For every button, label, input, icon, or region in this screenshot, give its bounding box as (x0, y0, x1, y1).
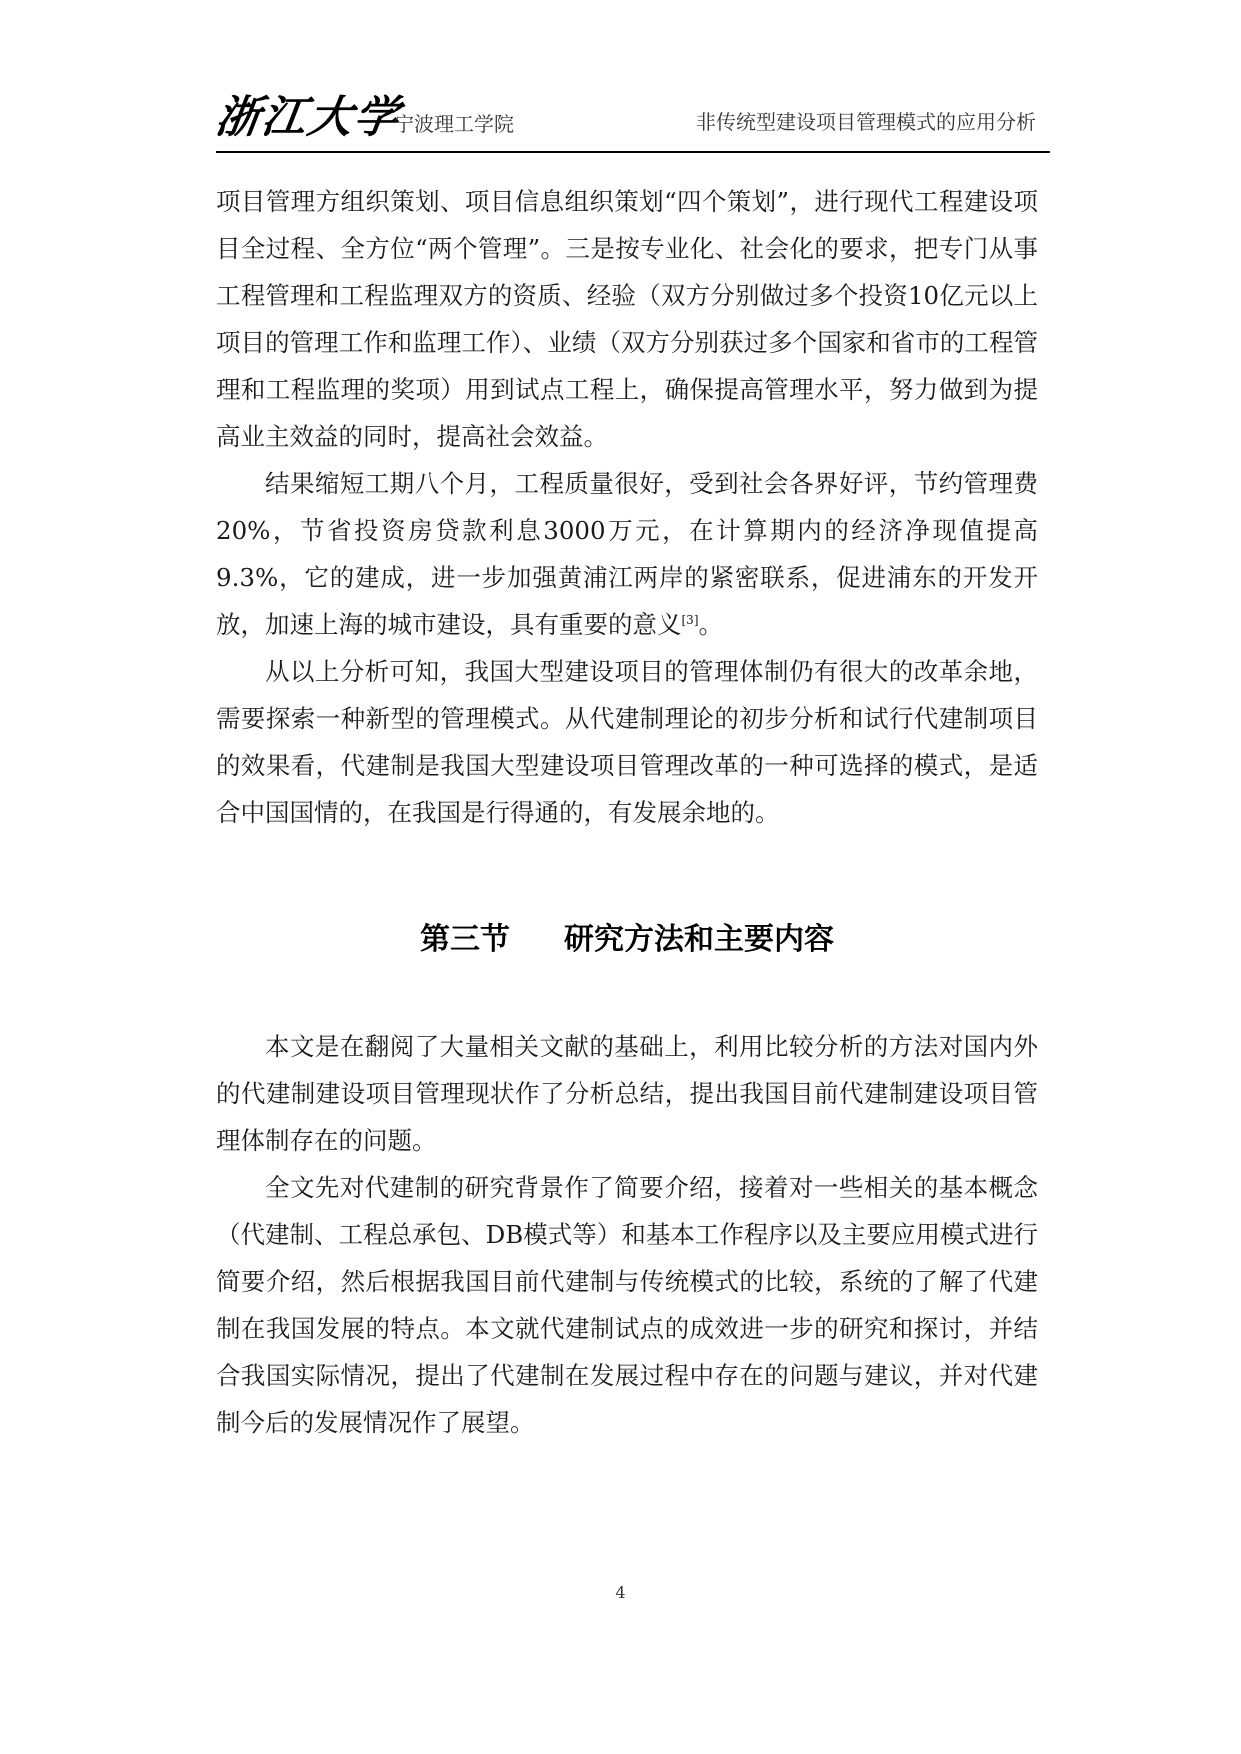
section-title: 研究方法和主要内容 (564, 922, 834, 957)
document-title: 非传统型建设项目管理模式的应用分析 (696, 110, 1036, 134)
paragraph-continuation: 项目管理方组织策划、项目信息组织策划“四个策划”，进行现代工程建设项目全过程、全方位“两个管理”。三是按专业化、社会化的要求，把专门从事工程管理和工程监理双方的资质、经验（双方分别做过多个投资10亿元以上项目的管理工作和监理工作）、业绩（双方分别获过多个国家和省市的工程管理和工程监理的奖项）用到试点工程上，确保提高管理水平，努力做到为提高业主效益的同时，提高社会效益。 (216, 187, 1038, 451)
page-header (212, 88, 1050, 154)
paragraph-method: 本文是在翻阅了大量相关文献的基础上，利用比较分析的方法对国内外的代建制建设项目管理现状作了分析总结，提出我国目前代建制建设项目管理体制存在的问题。 (216, 1032, 1038, 1155)
section-number: 第三节 (420, 922, 510, 957)
body-text-bottom (216, 1023, 1038, 1446)
section-heading (216, 918, 1038, 962)
page-number: 4 (615, 1583, 626, 1602)
paragraph-results (216, 460, 1038, 648)
citation-marker: [3] (681, 612, 699, 627)
university-logo-text: 浙江大学 (212, 92, 404, 143)
paragraph-analysis: 从以上分析可知，我国大型建设项目的管理体制仍有很大的改革余地，需要探索一种新型的管理模式。从代建制理论的初步分析和试行代建制项目的效果看，代建制是我国大型建设项目管理改革的一种可选择的模式，是适合中国国情的，在我国是行得通的，有发展余地的。 (216, 657, 1038, 827)
citation-trailing-punct: 。 (698, 610, 723, 639)
paragraph-results-text: 结果缩短工期八个月，工程质量很好，受到社会各界好评，节约管理费20%，节省投资房贷款利息3000万元，在计算期内的经济净现值提高9.3%，它的建成，进一步加强黄浦江两岸的紧密联系，促进浦东的开发开放，加速上海的城市建设，具有重要的意义 (216, 469, 1038, 639)
paragraph-overview: 全文先对代建制的研究背景作了简要介绍，接着对一些相关的基本概念（代建制、工程总承包、DB模式等）和基本工作程序以及主要应用模式进行简要介绍，然后根据我国目前代建制与传统模式的比较，系统的了解了代建制在我国发展的特点。本文就代建制试点的成效进一步的研究和探讨，并结合我国实际情况，提出了代建制在发展过程中存在的问题与建议，并对代建制今后的发展情况作了展望。 (216, 1173, 1038, 1437)
body-text-top (216, 178, 1038, 836)
header-divider (216, 151, 1050, 153)
school-name: 宁波理工学院 (394, 112, 514, 136)
